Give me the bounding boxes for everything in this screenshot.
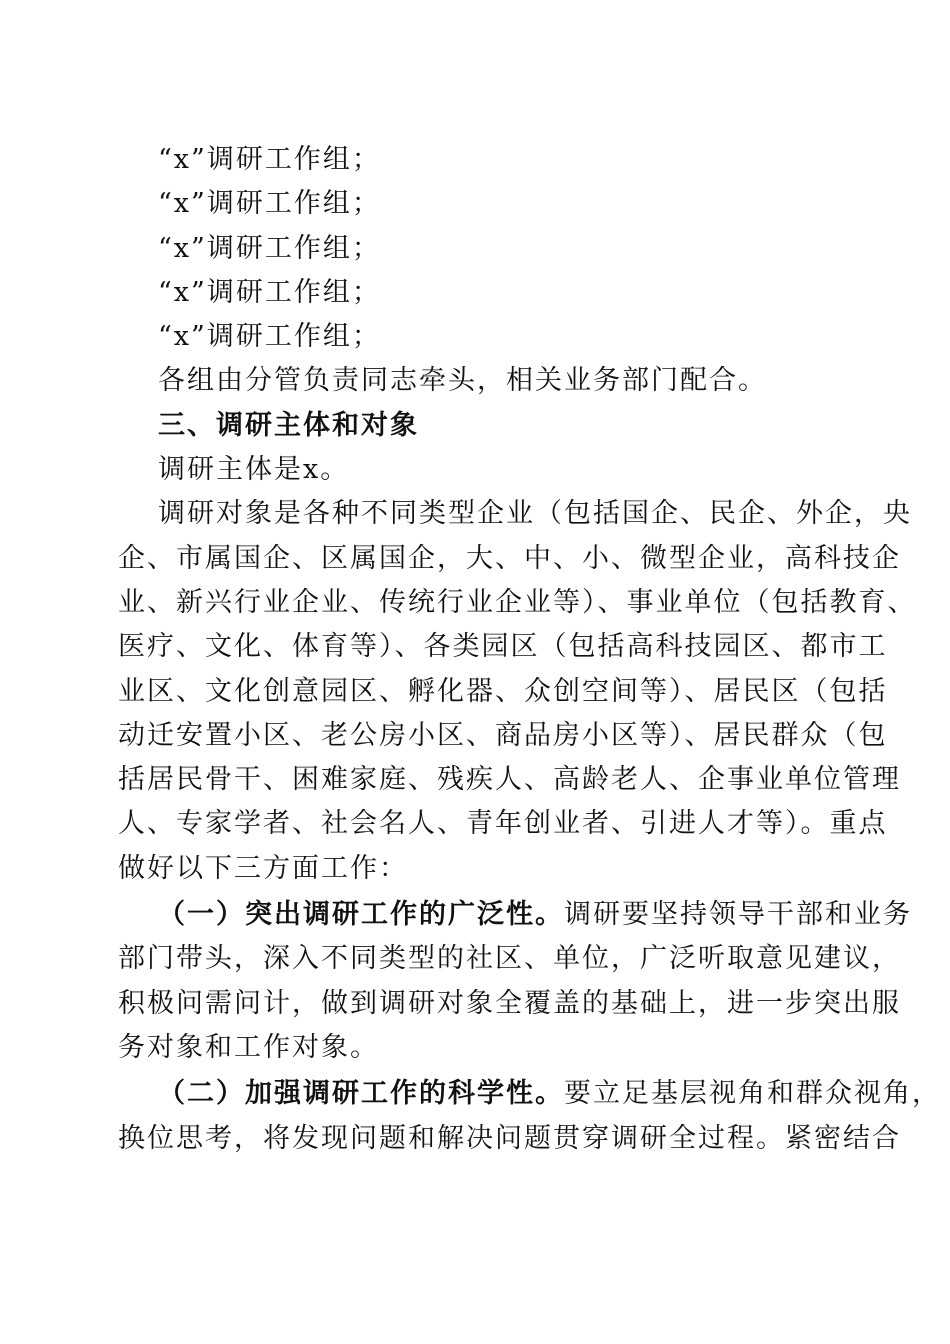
paragraph-line: 务对象和工作对象。 (118, 1031, 379, 1063)
item-one-paragraph (118, 893, 912, 1070)
paragraph-line: 积极问需问计，做到调研对象全覆盖的基础上，进一步突出服 (118, 987, 901, 1019)
paragraph-line: 部门带头，深入不同类型的社区、单位，广泛听取意见建议， (118, 943, 901, 975)
paragraph-line: 括居民骨干、困难家庭、残疾人、高龄老人、企事业单位管理 (118, 764, 901, 796)
paragraph-line (118, 893, 912, 937)
document-page (118, 138, 941, 1161)
group-item: “x”调研工作组； (158, 321, 381, 353)
paragraph-line: 换位思考，将发现问题和解决问题贯穿调研全过程。紧密结合 (118, 1122, 901, 1154)
section-heading: 三、调研主体和对象 (158, 409, 419, 441)
paragraph-line (118, 1072, 941, 1116)
item-two-text: 要立足基层视角和群众视角， (564, 1078, 941, 1110)
paragraph-line: 调研对象是各种不同类型企业（包括国企、民企、外企，央 (158, 498, 912, 530)
paragraph-line: 人、专家学者、社会名人、青年创业者、引进人才等）。重点 (118, 808, 888, 840)
item-one-text: 调研要坚持领导干部和业务 (564, 899, 912, 931)
item-two-paragraph (118, 1072, 941, 1161)
group-item: “x”调研工作组； (158, 232, 381, 264)
item-one-title: （一）突出调研工作的广泛性。 (158, 899, 564, 931)
item-two-title: （二）加强调研工作的科学性。 (158, 1078, 564, 1110)
research-objects-paragraph (118, 492, 917, 891)
group-item: “x”调研工作组； (158, 276, 381, 308)
group-item: “x”调研工作组； (158, 188, 381, 220)
paragraph-line: 医疗、文化、体育等）、各类园区（包括高科技园区、都市工 (118, 631, 888, 663)
paragraph-line: 动迁安置小区、老公房小区、商品房小区等）、居民群众（包 (118, 719, 888, 751)
paragraph-line: 业、新兴行业企业、传统行业企业等）、事业单位（包括教育、 (118, 586, 917, 618)
paragraph-line: 业区、文化创意园区、孵化器、众创空间等）、居民区（包括 (118, 675, 888, 707)
groups-note: 各组由分管负责同志牵头，相关业务部门配合。 (158, 365, 767, 397)
group-item: “x”调研工作组； (158, 144, 381, 175)
paragraph-line: 做好以下三方面工作： (118, 852, 408, 884)
paragraph-line: 企、市属国企、区属国企，大、中、小、微型企业，高科技企 (118, 542, 901, 574)
research-subject: 调研主体是x。 (158, 454, 350, 486)
